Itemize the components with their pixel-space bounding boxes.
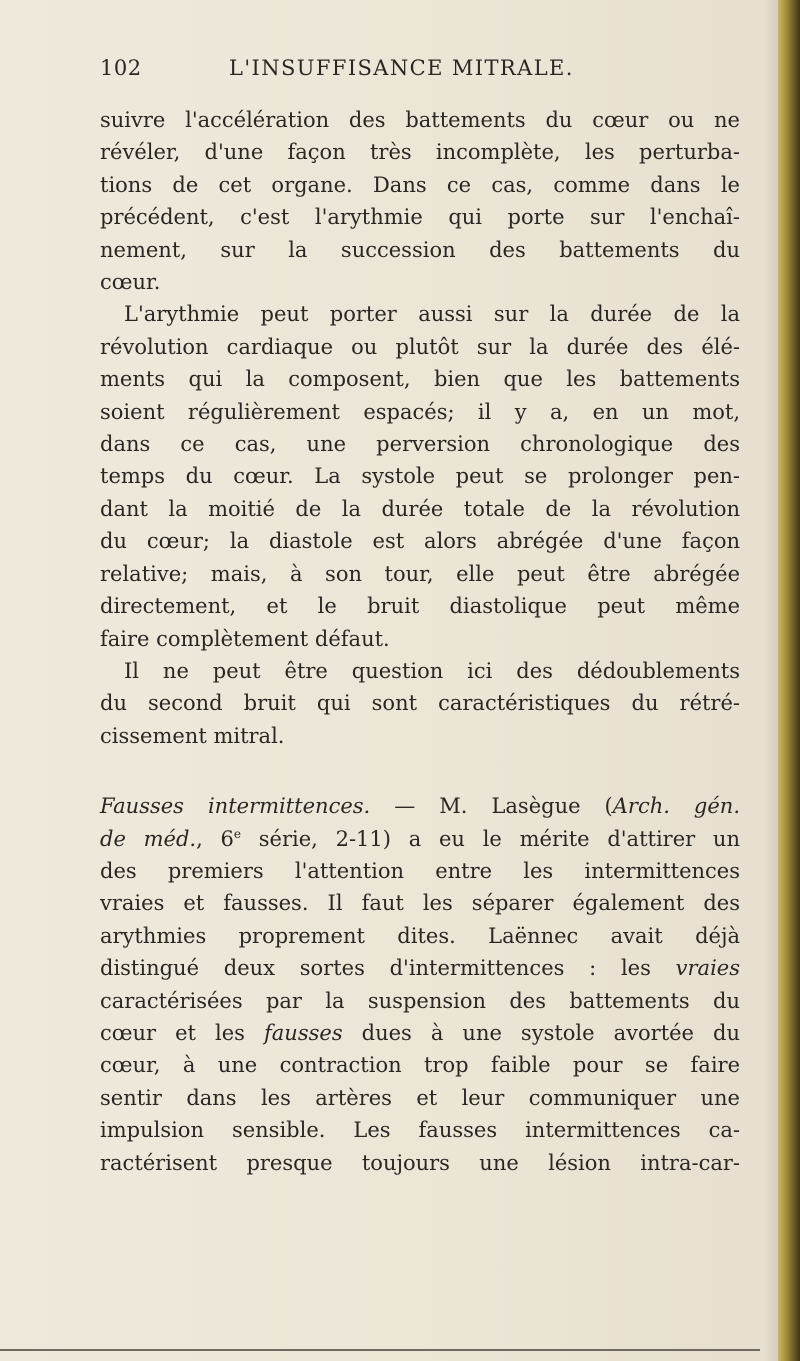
citation-italic: Arch. gén. — [612, 794, 740, 819]
inline-text: distingué deux sortes d'intermittences : les — [100, 956, 676, 981]
bottom-edge-rule — [0, 1349, 760, 1351]
superscript: e — [233, 826, 241, 841]
text-line: cissement mitral. — [100, 723, 285, 748]
text-line: caractérisées par la suspension des battements du — [100, 988, 740, 1013]
text-line: temps du cœur. La systole peut se prolonger pen- — [100, 464, 740, 489]
text-line: L'arythmie peut porter aussi sur la durée de la — [124, 302, 740, 327]
section-gap — [100, 752, 740, 790]
text-line: Il ne peut être question ici des dédoublements — [124, 658, 740, 683]
inline-text: , 6 — [196, 826, 234, 851]
text-line: révéler, d'une façon très incomplète, les perturba- — [100, 140, 740, 165]
text-line: suivre l'accélération des battements du cœur ou ne — [100, 108, 740, 132]
text-line: ractérisent presque toujours une lésion intra-car- — [100, 1150, 740, 1175]
inline-text: cœur et les — [100, 1020, 265, 1045]
text-line: faire complètement défaut. — [100, 626, 390, 651]
text-line: cœur. — [100, 270, 161, 295]
section-heading: Fausses intermittences. — [100, 794, 371, 819]
text-line — [100, 952, 740, 984]
text-line: directement, et le bruit diastolique peut même — [100, 594, 740, 619]
paragraph-1 — [100, 104, 740, 298]
text-line: nement, sur la succession des battements du — [100, 237, 740, 262]
text-line: relative; mais, à son tour, elle peut être abrégée — [100, 561, 740, 586]
text-line: révolution cardiaque ou plutôt sur la durée des élé- — [100, 334, 740, 359]
text-line — [100, 790, 740, 822]
paragraph-3 — [100, 655, 740, 752]
citation-italic: de méd. — [100, 826, 197, 851]
book-spine-edge — [778, 0, 800, 1361]
body-text — [100, 104, 740, 1179]
text-line: du cœur; la diastole est alors abrégée d'une façon — [100, 529, 740, 554]
text-line: arythmies proprement dites. Laënnec avait déjà — [100, 923, 740, 948]
text-line: dans ce cas, une perversion chronologique des — [100, 432, 740, 457]
emphasis-italic: fausses — [264, 1020, 343, 1045]
text-line: du second bruit qui sont caractéristiques du rétré- — [100, 691, 740, 716]
running-title: L'INSUFFISANCE MITRALE. — [229, 56, 574, 80]
inline-text: — M. Lasègue ( — [370, 794, 613, 819]
paragraph-2 — [100, 298, 740, 654]
text-line: des premiers l'attention entre les intermittences — [100, 858, 740, 883]
inline-text: série, 2-11) a eu le mérite d'attirer un — [241, 826, 740, 851]
page-number: 102 — [100, 56, 142, 80]
spine-shadow — [764, 0, 778, 1361]
text-line: cœur, à une contraction trop faible pour se faire — [100, 1053, 740, 1078]
text-line: impulsion sensible. Les fausses intermittences ca- — [100, 1118, 740, 1143]
text-line: vraies et fausses. Il faut les séparer également des — [100, 891, 740, 916]
text-line — [100, 1017, 740, 1049]
emphasis-italic: vraies — [675, 956, 740, 981]
text-line: tions de cet organe. Dans ce cas, comme dans le — [100, 172, 740, 197]
text-line: sentir dans les artères et leur communiquer une — [100, 1085, 740, 1110]
paragraph-4 — [100, 790, 740, 1179]
text-line: soient régulièrement espacés; il y a, en un mot, — [100, 399, 740, 424]
text-line: précédent, c'est l'arythmie qui porte sur l'enchaî- — [100, 205, 740, 230]
text-line: dant la moitié de la durée totale de la révolution — [100, 496, 740, 521]
text-line: ments qui la composent, bien que les battements — [100, 367, 740, 392]
text-line — [100, 823, 740, 855]
inline-text: dues à une systole avortée du — [342, 1020, 740, 1045]
